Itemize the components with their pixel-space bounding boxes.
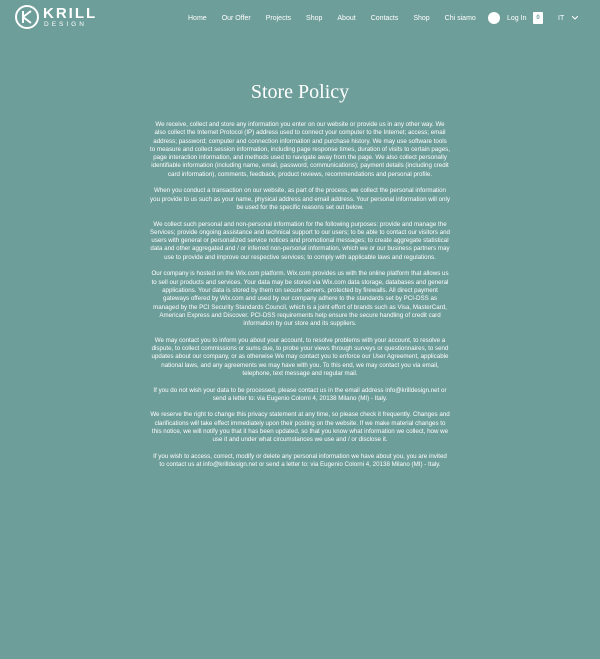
krill-logo-icon <box>15 5 39 29</box>
policy-paragraph: We reserve the right to change this privacy statement at any time, so please check it frequently. Changes and clarifications will take effect immediately upon their posting on the website. If we make material changes to this notice, we will notify you that it has been updated, so that you know what information we collect, how we use it and under what circumstances we use and / or disclose it. <box>150 411 450 444</box>
policy-paragraph: We may contact you to inform you about your account, to resolve problems with your account, to resolve a dispute, to collect commissions or sums due, to probe your views through surveys or questionnaires, to send updates about our company, or as otherwise We may contact you to enforce our User Agreement, applicable national laws, and any agreements we may have with you. To this end, we may contact you via email, telephone, text message and regular mail. <box>151 336 449 377</box>
policy-paragraph: We receive, collect and store any information you enter on our website or provide us in any other way. We also collect the Internet Protocol (IP) address used to connect your computer to the Internet; access; email address; password; computer and connection information and purchase history. We may use software tools to measure and collect session information, including page response times, duration of visits to certain pages, page interaction information, and methods used to navigate away from the page. We also collect personally identifiable information (including name, email, password, communications); payment details (including credit card information), comments, feedback, product reviews, recommendations and personal profile. <box>150 121 450 178</box>
cart-count: 0 <box>536 15 540 21</box>
nav-item-chi-siamo[interactable]: Chi siamo <box>444 15 476 22</box>
nav-item-home[interactable]: Home <box>188 15 207 22</box>
page-title: Store Policy <box>250 81 350 103</box>
nav-item-about[interactable]: About <box>337 15 356 22</box>
policy-paragraph: If you do not wish your data to be processed, please contact us in the email address info@krilldesign.net or send a letter to: via Eugenio Colorni 4, 20138 Milano (MI) - Italy. <box>153 386 447 402</box>
site-logo[interactable] <box>15 5 98 33</box>
policy-content <box>150 121 450 478</box>
nav-item-contacts[interactable]: Contacts <box>370 15 399 22</box>
logo-subtitle: DESIGN <box>44 21 87 28</box>
nav-item-projects[interactable]: Projects <box>265 15 292 22</box>
user-avatar-icon[interactable] <box>488 12 500 24</box>
policy-paragraph: If you wish to access, correct, modify or delete any personal information we have about you, you are invited to contact us at info@krilldesign.net or send a letter to: via Eugenio Colorni 4, 20138 Milano (MI) - Italy. <box>153 452 447 469</box>
login-link[interactable]: Log In <box>507 15 527 22</box>
site-header <box>0 0 600 38</box>
main-nav <box>188 13 491 25</box>
policy-paragraph: When you conduct a transaction on our website, as part of the process, we collect the personal information you provide to us such as your name, physical address and email address. Your personal information will only be used for the specific reasons set out below. <box>150 187 450 211</box>
chevron-down-icon[interactable] <box>572 16 578 20</box>
policy-paragraph: We collect such personal and non-personal information for the following purposes: provide and manage the Services; provide ongoing assistance and technical support to our users; to be able to contact our visitors and users with general or personalized service notices and promotional messages; to create aggregate statistical data and other aggregated and / or inferred non-personal information, which we or our business partners may use to provide and improve our respective services; to comply with applicable laws and regulations. <box>150 220 450 261</box>
language-selector[interactable]: IT <box>558 15 565 22</box>
nav-item-shop-2[interactable]: Shop <box>413 15 430 22</box>
nav-item-shop[interactable]: Shop <box>306 15 323 22</box>
nav-item-our-offer[interactable]: Our Offer <box>221 15 251 22</box>
policy-paragraph: Our company is hosted on the Wix.com platform. Wix.com provides us with the online platform that allows us to sell our products and services. Your data may be stored via Wix.com data storage, databases and general applications. Your data is stored by them on secure servers, protected by firewalls. All direct payment gateways offered by Wix.com and used by our company adhere to the standards set by PCI-DSS as managed by the PCI Security Standards Council, which is a joint effort of brands such as Visa, MasterCard, American Express and Discover. PCI-DSS requirements help ensure the secure handling of credit card information by our store and its suppliers. <box>151 270 449 328</box>
logo-name: KRILL <box>43 5 98 22</box>
